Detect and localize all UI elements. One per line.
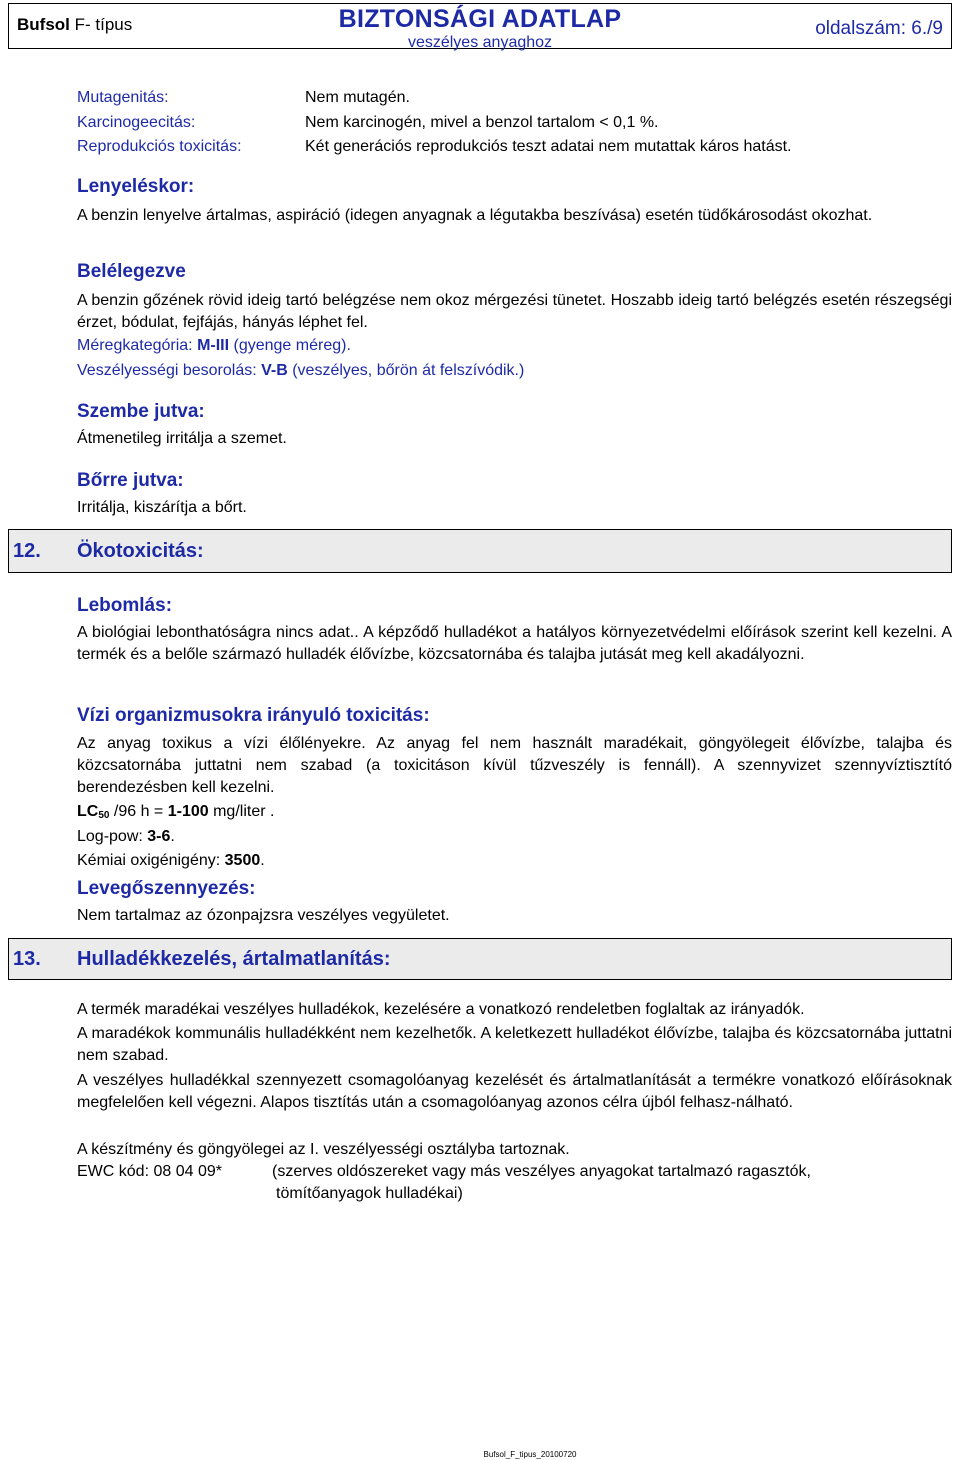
vizi-heading: Vízi organizmusokra irányuló toxicitás: [77, 705, 430, 726]
reprodukcio-value: Két generációs reprodukciós teszt adatai nem mutattak káros hatást. [305, 138, 792, 155]
mutagenitas-label: Mutagenitás: [77, 89, 169, 106]
veszelyessegi-line: Veszélyességi besorolás: V-B (veszélyes, bőrön át felszívódik.) [77, 362, 525, 379]
section-13-title: Hulladékkezelés, ártalmatlanítás: [77, 948, 391, 970]
borre-text: Irritálja, kiszárítja a bőrt. [77, 499, 247, 516]
section-12-bar [8, 529, 952, 573]
page-number: oldalszám: 6./9 [815, 18, 943, 39]
koi-line: Kémiai oxigénigény: 3500. [77, 852, 265, 869]
hulladek-p3: A veszélyes hulladékkal szennyezett csomagolóanyag kezelését és ártalmatlanítását a termékre vonatkozó előírásoknak megfelelően kell végezni. Alapos tisztítás után a csomagolóanyag azonos célra újból felhasz-nálható. [77, 1072, 952, 1111]
ewc-desc-line1: (szerves oldószereket vagy más veszélyes anyagokat tartalmazó ragasztók, [272, 1163, 811, 1180]
logpow-line: Log-pow: 3-6. [77, 828, 175, 845]
szembe-text: Átmenetileg irritálja a szemet. [77, 430, 287, 447]
footer-doc-id: Bufsol_F_tipus_20100720 [483, 1450, 577, 1459]
lenyeleskor-text: A benzin lenyelve ártalmas, aspiráció (idegen anyagnak a légutakba beszívása) esetén tüdőkárosodást okozhat. [77, 207, 873, 224]
section-13-number: 13. [13, 948, 41, 970]
karcinogen-label: Karcinogeecitás: [77, 114, 196, 131]
product-name: Bufsol F- típus [17, 15, 133, 34]
section-12-number: 12. [13, 540, 41, 562]
ewc-code: EWC kód: 08 04 09* [77, 1163, 222, 1180]
hulladek-p4: A készítmény és göngyölegei az I. veszélyességi osztályba tartoznak. [77, 1141, 570, 1158]
belelegezve-heading: Belélegezve [77, 261, 186, 282]
lebomlas-text: A biológiai lebonthatóságra nincs adat.. A képződő hulladékot a hatályos környezetvédelmi előírások szerint kell kezelni. A termék és a belőle származó hulladék élővízbe, közcsatornába és talajba jutását meg kell akadályozni. [77, 624, 952, 663]
vizi-text: Az anyag toxikus a vízi élőlényekre. Az anyag fel nem használt maradékait, göngyölegeit élővízbe, talajba és közcsatornába juttatni nem szabad (a toxicitáson kívül tűzveszély is fennáll). A szennyvizet szennyvíztisztító berendezésben kell kezelni. [77, 735, 952, 796]
document-header [8, 3, 952, 49]
mutagenitas-value: Nem mutagén. [305, 89, 410, 106]
karcinogen-value: Nem karcinogén, mivel a benzol tartalom < 0,1 %. [305, 114, 659, 131]
levego-heading: Levegőszennyezés: [77, 878, 256, 899]
ewc-desc-line2: tömítőanyagok hulladékai) [276, 1185, 463, 1202]
levego-text: Nem tartalmaz az ózonpajzsra veszélyes vegyületet. [77, 907, 450, 924]
meregkategoria-line: Méregkategória: M-III (gyenge méreg). [77, 337, 351, 354]
lc50-line: $LC_{50}$ /96 h = 1-100 mg/liter . [77, 803, 275, 821]
szembe-heading: Szembe jutva: [77, 401, 205, 422]
lebomlas-heading: Lebomlás: [77, 595, 173, 616]
section-13-bar [8, 938, 952, 980]
hulladek-p2: A maradékok kommunális hulladékként nem kezelhetők. A keletkezett hulladékot élővízbe, talajba és közcsatornába juttatni nem szabad. [77, 1025, 952, 1064]
lenyeleskor-heading: Lenyeléskor: [77, 176, 195, 197]
document-title: BIZTONSÁGI ADATLAP [338, 5, 622, 33]
document-subtitle: veszélyes anyaghoz [407, 34, 553, 51]
section-12-title: Ökotoxicitás: [77, 540, 204, 562]
reprodukcio-label: Reprodukciós toxicitás: [77, 138, 242, 155]
hulladek-p1: A termék maradékai veszélyes hulladékok, kezelésére a vonatkozó rendeletben foglaltak az irányadók. [77, 1001, 805, 1018]
belelegezve-text: A benzin gőzének rövid ideig tartó belégzése nem okoz mérgezési tünetet. Hoszabb ideig tartó belégzés esetén részegségi érzet, bódulat, fejfájás, hányás léphet fel. [77, 292, 952, 331]
borre-heading: Bőrre jutva: [77, 470, 184, 491]
